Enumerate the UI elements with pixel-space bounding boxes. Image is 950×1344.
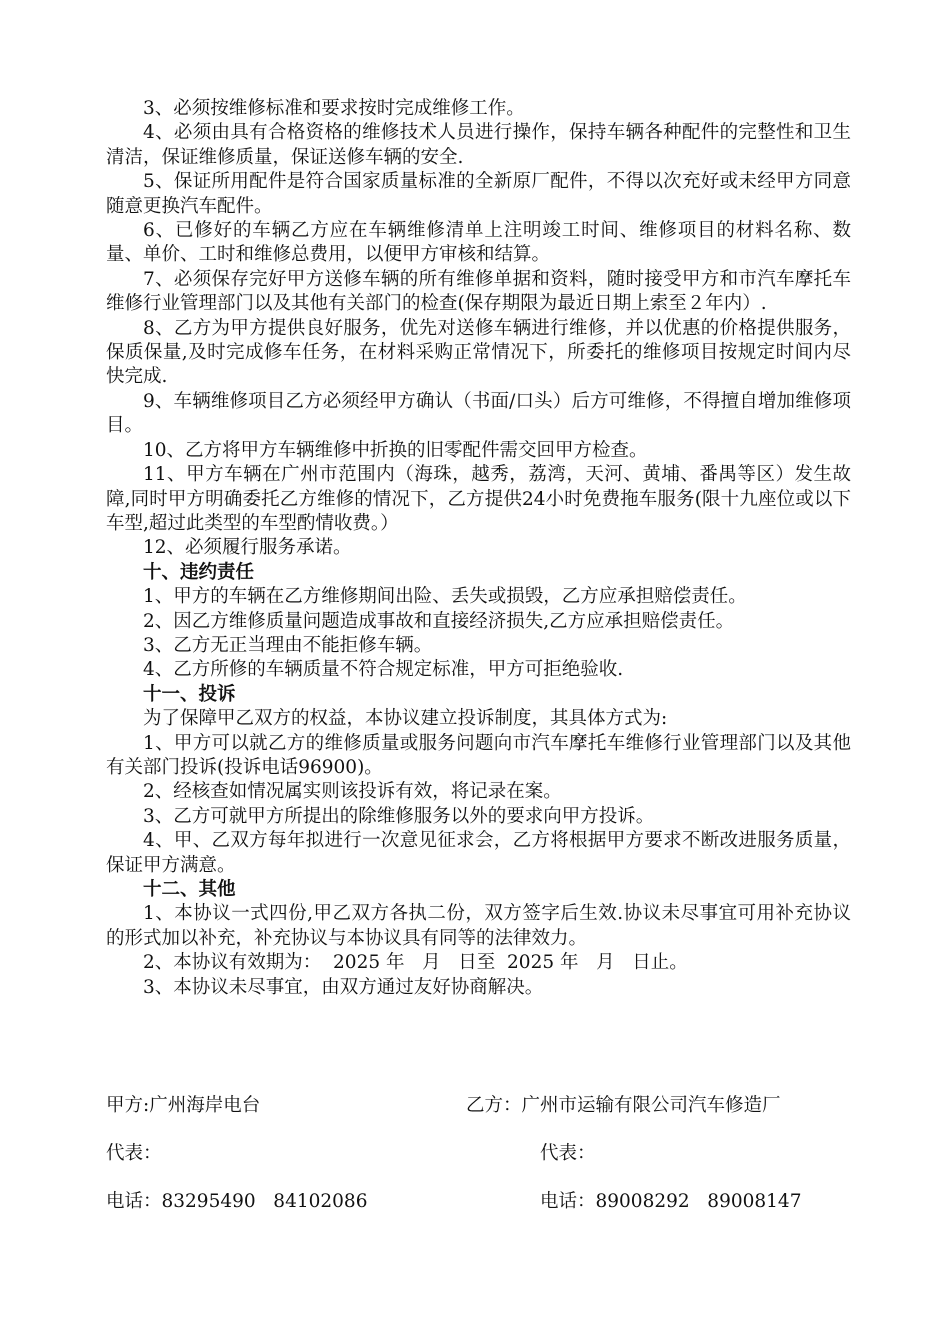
- clause-paragraph: 9、车辆维修项目乙方必须经甲方确认（书面/口头）后方可维修，不得擅自增加维修项目。: [106, 390, 851, 437]
- phones-row: [106, 1190, 851, 1214]
- clause-paragraph: 11、甲方车辆在广州市范围内（海珠，越秀，荔湾，天河、黄埔、番禺等区）发生故障,同时甲方明确委托乙方维修的情况下，乙方提供24小时免费拖车服务(限十九座位或以下车型,超过此类型的车型酌情收费。）: [106, 464, 851, 534]
- clause-paragraph: 3、乙方可就甲方所提出的除维修服务以外的要求向甲方投诉。: [143, 805, 655, 827]
- representative-a: 代表：: [106, 1143, 162, 1164]
- clause-paragraph: 2、经核查如情况属实则该投诉有效，将记录在案。: [143, 781, 562, 803]
- clause-paragraph: 为了保障甲乙双方的权益，本协议建立投诉制度，其具体方式为:: [143, 708, 668, 730]
- clause-paragraph: 5、保证所用配件是符合国家质量标准的全新原厂配件，不得以次充好或未经甲方同意随意更换汽车配件。: [106, 171, 851, 217]
- representatives-row: [106, 1142, 851, 1166]
- clause-paragraph: 2、本协议有效期为： 2025 年 月 日至 2025 年 月 日止。: [143, 952, 688, 974]
- parties-row: [106, 1094, 851, 1118]
- signature-block: [106, 1094, 851, 1214]
- clause-paragraph: 4、必须由具有合格资格的维修技术人员进行操作，保持车辆各种配件的完整性和卫生清洁，保证维修质量，保证送修车辆的安全.: [106, 122, 851, 168]
- clause-paragraph: 7、必须保存完好甲方送修车辆的所有维修单据和资料，随时接受甲方和市汽车摩托车维修行业管理部门以及其他有关部门的检查(保存期限为最近日期上索至２年内）.: [106, 268, 851, 315]
- clause-paragraph: 1、甲方的车辆在乙方维修期间出险、丢失或损毁，乙方应承担赔偿责任。: [143, 586, 747, 608]
- phone-b: 电话：89008292 89008147: [540, 1191, 802, 1212]
- section-heading: 十二、其他: [143, 879, 236, 900]
- clause-paragraph: 12、必须履行服务承诺。: [143, 537, 352, 559]
- clause-paragraph: 2、因乙方维修质量问题造成事故和直接经济损失,乙方应承担赔偿责任。: [143, 610, 735, 632]
- party-a: 甲方:广州海岸电台: [106, 1095, 261, 1116]
- representative-b: 代表：: [540, 1143, 596, 1164]
- clause-paragraph: 3、必须按维修标准和要求按时完成维修工作。: [143, 98, 525, 119]
- clause-paragraph: 3、乙方无正当理由不能拒修车辆。: [143, 634, 433, 656]
- clause-paragraph: 4、甲、乙双方每年拟进行一次意见征求会，乙方将根据甲方要求不断改进服务质量，保证甲方满意。: [106, 830, 851, 876]
- clause-paragraph: 6、已修好的车辆乙方应在车辆维修清单上注明竣工时间、维修项目的材料名称、数量、单价、工时和维修总费用，以便甲方审核和结算。: [106, 220, 851, 266]
- contract-body: [106, 97, 851, 1000]
- clause-paragraph: 1、甲方可以就乙方的维修质量或服务问题向市汽车摩托车维修行业管理部门以及其他有关部门投诉(投诉电话96900)。: [106, 732, 851, 778]
- section-heading: 十、违约责任: [143, 561, 255, 583]
- phone-a: 电话：83295490 84102086: [106, 1191, 368, 1212]
- clause-paragraph: 3、本协议未尽事宜，由双方通过友好协商解决。: [143, 976, 544, 998]
- party-b: 乙方：广州市运输有限公司汽车修造厂: [466, 1095, 781, 1116]
- clause-paragraph: 4、乙方所修的车辆质量不符合规定标准，甲方可拒绝验收.: [143, 659, 624, 681]
- clause-paragraph: 10、乙方将甲方车辆维修中折换的旧零配件需交回甲方检查。: [143, 439, 648, 461]
- clause-paragraph: 8、乙方为甲方提供良好服务，优先对送修车辆进行维修，并以优惠的价格提供服务，保质保量,及时完成修车任务，在材料采购正常情况下，所委托的维修项目按规定时间内尽快完成.: [106, 317, 851, 388]
- clause-paragraph: 1、本协议一式四份,甲乙双方各执二份，双方签字后生效.协议未尽事宜可用补充协议的形式加以补充，补充协议与本协议具有同等的法律效力。: [106, 903, 851, 949]
- section-heading: 十一、投诉: [143, 683, 236, 705]
